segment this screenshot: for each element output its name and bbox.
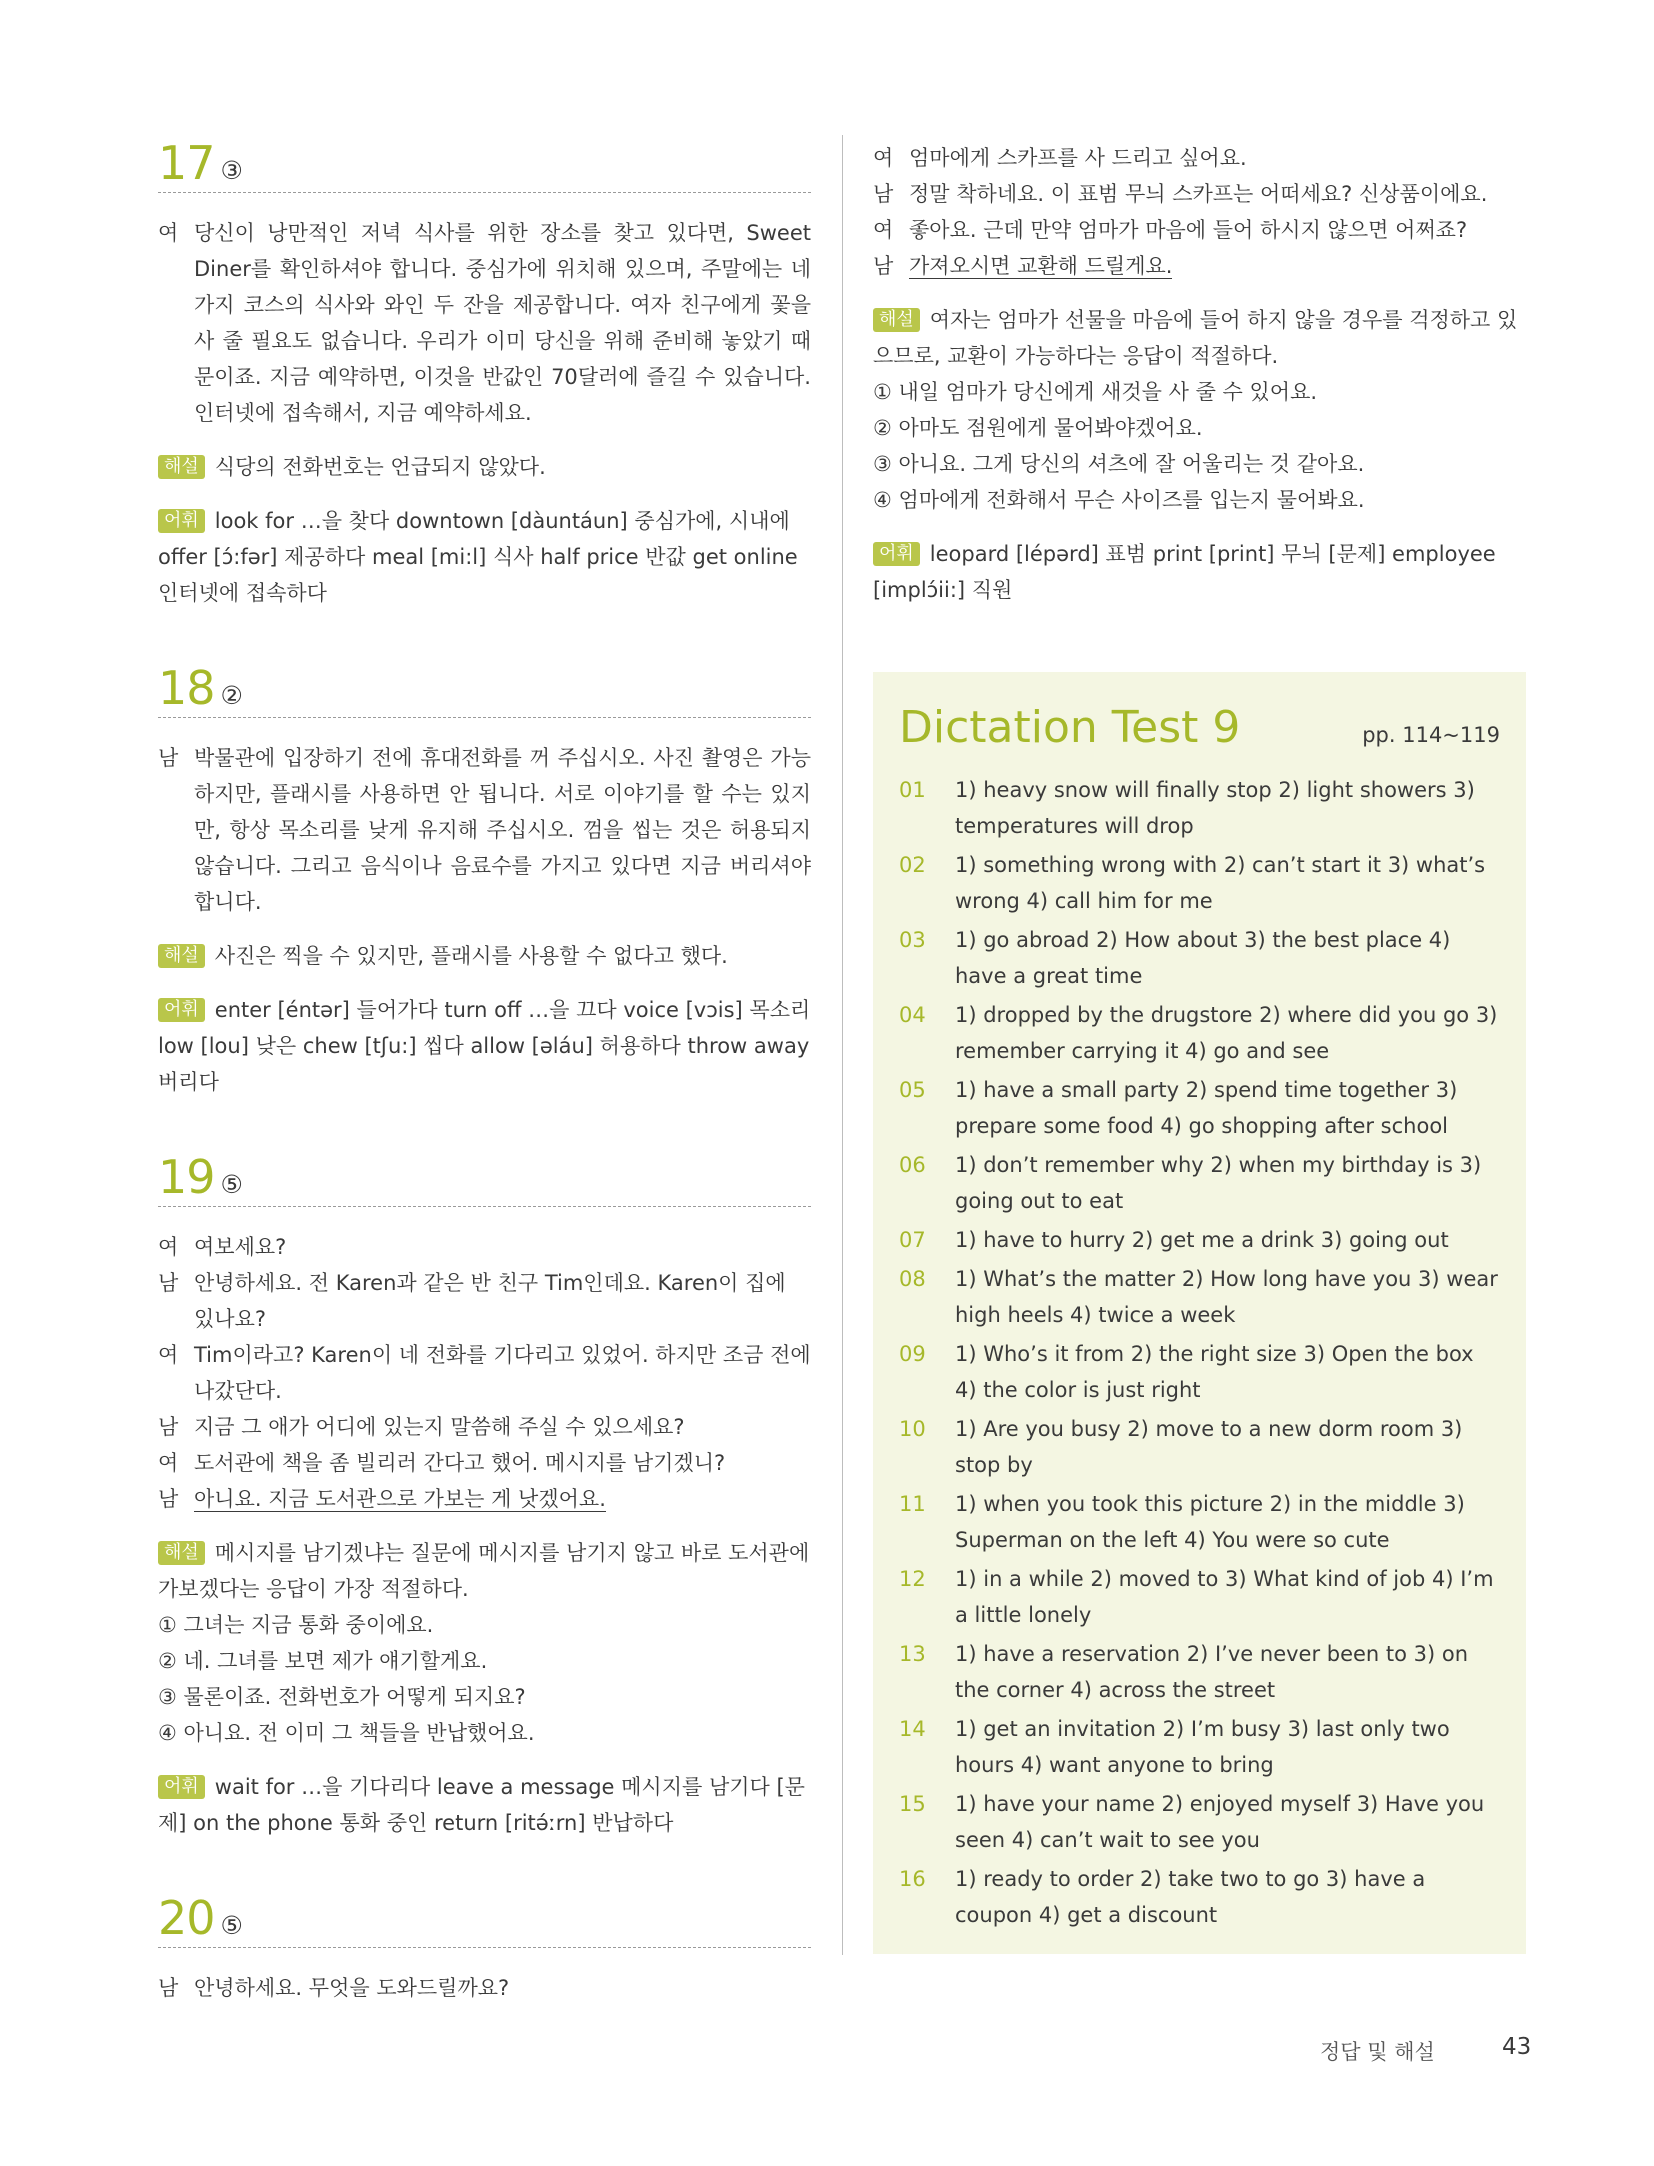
explanation-badge: 해설	[873, 308, 920, 332]
vocabulary-text: leopard [lépərd] 표범 print [print] 무늬 [문제] employee [implɔ́ii:] 직원	[873, 542, 1496, 602]
script-text: 여보세요?	[194, 1235, 287, 1259]
dictation-item	[899, 1336, 1500, 1408]
script-line	[158, 1265, 811, 1337]
speaker-label: 남	[873, 254, 894, 278]
answer-mark: ③	[220, 156, 243, 185]
dictation-item-text: 1) in a while 2) moved to 3) What kind of job 4) I’m a little lonely	[955, 1567, 1494, 1627]
script-line	[158, 1409, 811, 1445]
explanation-text: 식당의 전화번호는 언급되지 않았다.	[214, 455, 546, 479]
dictation-item	[899, 1711, 1500, 1783]
dictation-item-number: 16	[899, 1867, 926, 1891]
vocabulary-badge: 어휘	[158, 998, 205, 1022]
dictation-item-text: 1) Are you busy 2) move to a new dorm room 3) stop by	[955, 1417, 1463, 1477]
dictation-item-number: 11	[899, 1492, 926, 1516]
question-header	[158, 661, 811, 718]
speaker-label: 여	[158, 1343, 179, 1367]
answer-underlined-text: 가져오시면 교환해 드릴게요.	[909, 254, 1173, 278]
dictation-item-text: 1) when you took this picture 2) in the middle 3) Superman on the left 4) You were so cute	[955, 1492, 1465, 1552]
script-text: 도서관에 책을 좀 빌리러 간다고 했어. 메시지를 남기겠니?	[194, 1451, 726, 1475]
speaker-label: 여	[873, 146, 894, 170]
script-text: 지금 그 애가 어디에 있는지 말씀해 주실 수 있으세요?	[194, 1415, 685, 1439]
script-line	[158, 740, 811, 920]
dictation-test-box	[873, 672, 1526, 1954]
dictation-pages: pp. 114~119	[1362, 723, 1500, 747]
vocabulary-text: look for …을 찾다 downtown [dàuntáun] 중심가에, 시내에 offer [ɔ́:fər] 제공하다 meal [mi:l] 식사 half price 반값 get online 인터넷에 접속하다	[158, 509, 798, 605]
dictation-item-number: 07	[899, 1228, 926, 1252]
question-18	[158, 661, 811, 1100]
script-line	[158, 1445, 811, 1481]
script-text: 안녕하세요. 무엇을 도와드릴까요?	[194, 1976, 510, 2000]
dictation-item	[899, 847, 1500, 919]
speaker-label: 남	[158, 1415, 179, 1439]
dictation-item-number: 04	[899, 1003, 926, 1027]
speaker-label: 여	[873, 218, 894, 242]
speaker-label: 여	[158, 1235, 179, 1259]
question-number: 20	[158, 1891, 215, 1945]
script-text: 안녕하세요. 전 Karen과 같은 반 친구 Tim인데요. Karen이 집에 있나요?	[194, 1271, 786, 1331]
dictation-title: Dictation Test 9	[899, 702, 1241, 753]
dictation-item-number: 05	[899, 1078, 926, 1102]
script-text: 정말 착하네요. 이 표범 무늬 스카프는 어떠세요? 신상품이에요.	[909, 182, 1488, 206]
dictation-item	[899, 1411, 1500, 1483]
dictation-item	[899, 1561, 1500, 1633]
dictation-item-text: 1) go abroad 2) How about 3) the best place 4) have a great time	[955, 928, 1451, 988]
speaker-label: 남	[158, 746, 179, 770]
question-19	[158, 1150, 811, 1841]
vocabulary	[873, 536, 1526, 608]
option-4: ④ 엄마에게 전화해서 무슨 사이즈를 입는지 물어봐요.	[873, 488, 1365, 512]
script-text: Tim이라고? Karen이 네 전화를 기다리고 있었어. 하지만 조금 전에 나갔단다.	[194, 1343, 811, 1403]
left-column	[158, 136, 811, 2060]
option-2: ② 네. 그녀를 보면 제가 얘기할게요.	[158, 1649, 488, 1673]
script-line	[158, 1970, 811, 2006]
question-17	[158, 136, 811, 611]
dictation-item	[899, 1261, 1500, 1333]
dictation-item-text: 1) have to hurry 2) get me a drink 3) going out	[955, 1228, 1449, 1252]
vocabulary-badge: 어휘	[158, 509, 205, 533]
answer-mark: ⑤	[220, 1170, 243, 1199]
option-3: ③ 물론이죠. 전화번호가 어떻게 되지요?	[158, 1685, 526, 1709]
script-line	[873, 140, 1526, 176]
dictation-item	[899, 1786, 1500, 1858]
vocabulary	[158, 503, 811, 611]
explanation	[158, 938, 811, 974]
vocabulary-badge: 어휘	[873, 542, 920, 566]
dictation-item-text: 1) have your name 2) enjoyed myself 3) Have you seen 4) can’t wait to see you	[955, 1792, 1485, 1852]
page-number: 43	[1502, 2034, 1532, 2060]
question-20	[158, 1891, 811, 2006]
answer-underlined-text: 아니요. 지금 도서관으로 가보는 게 낫겠어요.	[194, 1487, 606, 1511]
speaker-label: 여	[158, 221, 179, 245]
explanation-text: 사진은 찍을 수 있지만, 플래시를 사용할 수 없다고 했다.	[214, 944, 728, 968]
dictation-item-text: 1) heavy snow will finally stop 2) light showers 3) temperatures will drop	[955, 778, 1475, 838]
dictation-item	[899, 1072, 1500, 1144]
question-number: 19	[158, 1150, 215, 1204]
dictation-item-text: 1) have a small party 2) spend time together 3) prepare some food 4) go shopping after school	[955, 1078, 1458, 1138]
footer-label: 정답 및 해설	[1320, 2040, 1435, 2064]
question-header	[158, 1150, 811, 1207]
script-text: 좋아요. 근데 만약 엄마가 마음에 들어 하시지 않으면 어쩌죠?	[909, 218, 1468, 242]
dictation-item	[899, 922, 1500, 994]
explanation-badge: 해설	[158, 944, 205, 968]
answer-mark: ⑤	[220, 1911, 243, 1940]
option-4: ④ 아니요. 전 이미 그 책들을 반납했어요.	[158, 1721, 535, 1745]
vocabulary-text: wait for …을 기다리다 leave a message 메시지를 남기다 [문제] on the phone 통화 중인 return [ritə́ːrn] 반납하다	[158, 1775, 805, 1835]
explanation	[158, 449, 811, 485]
column-divider	[842, 135, 843, 1955]
dictation-item-number: 09	[899, 1342, 926, 1366]
dictation-item-number: 12	[899, 1567, 926, 1591]
dictation-item-number: 14	[899, 1717, 926, 1741]
script-line	[158, 215, 811, 431]
explanation-badge: 해설	[158, 1541, 205, 1565]
script-line	[158, 1481, 811, 1517]
question-header	[158, 136, 811, 193]
dictation-item-number: 08	[899, 1267, 926, 1291]
vocabulary-text: enter [éntər] 들어가다 turn off …을 끄다 voice [vɔis] 목소리 low [lou] 낮은 chew [tʃu:] 씹다 allow [əláu] 허용하다 throw away 버리다	[158, 998, 811, 1094]
dictation-item-text: 1) something wrong with 2) can’t start it 3) what’s wrong 4) call him for me	[955, 853, 1486, 913]
dictation-header	[899, 702, 1500, 753]
dictation-item	[899, 1861, 1500, 1933]
answer-mark: ②	[220, 681, 243, 710]
dictation-item-number: 10	[899, 1417, 926, 1441]
script-text: 박물관에 입장하기 전에 휴대전화를 꺼 주십시오. 사진 촬영은 가능하지만, 플래시를 사용하면 안 됩니다. 서로 이야기를 할 수는 있지만, 항상 목소리를 낮게 유지해 주십시오. 껌을 씹는 것은 허용되지 않습니다. 그리고 음식이나 음료수를 가지고 있다면 지금 버리셔야 합니다.	[194, 746, 811, 914]
speaker-label: 남	[158, 1487, 179, 1511]
dictation-item-number: 01	[899, 778, 926, 802]
dictation-item-text: 1) Who’s it from 2) the right size 3) Open the box 4) the color is just right	[955, 1342, 1474, 1402]
dictation-item	[899, 772, 1500, 844]
dictation-item	[899, 1147, 1500, 1219]
dictation-item	[899, 1486, 1500, 1558]
dictation-item-number: 02	[899, 853, 926, 877]
script-text: 엄마에게 스카프를 사 드리고 싶어요.	[909, 146, 1247, 170]
question-number: 18	[158, 661, 215, 715]
speaker-label: 남	[158, 1976, 179, 2000]
option-1: ① 내일 엄마가 당신에게 새것을 사 줄 수 있어요.	[873, 380, 1318, 404]
explanation	[158, 1535, 811, 1607]
option-3: ③ 아니요. 그게 당신의 셔츠에 잘 어울리는 것 같아요.	[873, 452, 1365, 476]
question-header	[158, 1891, 811, 1948]
explanation-text: 메시지를 남기겠냐는 질문에 메시지를 남기지 않고 바로 도서관에 가보겠다는 응답이 가장 적절하다.	[158, 1541, 810, 1601]
speaker-label: 남	[158, 1271, 179, 1295]
explanation-text: 여자는 엄마가 선물을 마음에 들어 하지 않을 경우를 걱정하고 있으므로, 교환이 가능하다는 응답이 적절하다.	[873, 308, 1518, 368]
option-1: ① 그녀는 지금 통화 중이에요.	[158, 1613, 434, 1637]
dictation-item-text: 1) What’s the matter 2) How long have you 3) wear high heels 4) twice a week	[955, 1267, 1498, 1327]
question-number: 17	[158, 136, 215, 190]
script-line	[873, 212, 1526, 248]
script-line	[873, 176, 1526, 212]
dictation-item-number: 03	[899, 928, 926, 952]
dictation-item-text: 1) get an invitation 2) I’m busy 3) last only two hours 4) want anyone to bring	[955, 1717, 1450, 1777]
explanation	[873, 302, 1526, 374]
speaker-label: 여	[158, 1451, 179, 1475]
dictation-item-number: 13	[899, 1642, 926, 1666]
vocabulary-badge: 어휘	[158, 1775, 205, 1799]
dictation-item-text: 1) ready to order 2) take two to go 3) have a coupon 4) get a discount	[955, 1867, 1426, 1927]
speaker-label: 남	[873, 182, 894, 206]
dictation-item-number: 06	[899, 1153, 926, 1177]
vocabulary	[158, 992, 811, 1100]
dictation-item	[899, 1636, 1500, 1708]
vocabulary	[158, 1769, 811, 1841]
dictation-item-text: 1) dropped by the drugstore 2) where did you go 3) remember carrying it 4) go and see	[955, 1003, 1498, 1063]
dictation-item-text: 1) have a reservation 2) I’ve never been to 3) on the corner 4) across the street	[955, 1642, 1469, 1702]
script-line	[873, 248, 1526, 284]
dictation-item-text: 1) don’t remember why 2) when my birthday is 3) going out to eat	[955, 1153, 1482, 1213]
right-column	[873, 140, 1526, 1954]
script-line	[158, 1229, 811, 1265]
explanation-badge: 해설	[158, 455, 205, 479]
dictation-item-number: 15	[899, 1792, 926, 1816]
option-2: ② 아마도 점원에게 물어봐야겠어요.	[873, 416, 1203, 440]
script-line	[158, 1337, 811, 1409]
dictation-item	[899, 1222, 1500, 1258]
dictation-item	[899, 997, 1500, 1069]
script-text: 당신이 낭만적인 저녁 식사를 위한 장소를 찾고 있다면, Sweet Diner를 확인하셔야 합니다. 중심가에 위치해 있으며, 주말에는 네 가지 코스의 식사와 와인 두 잔을 제공합니다. 여자 친구에게 꽃을 사 줄 필요도 없습니다. 우리가 이미 당신을 위해 준비해 놓았기 때문이죠. 지금 예약하면, 이것을 반값인 70달러에 즐길 수 있습니다. 인터넷에 접속해서, 지금 예약하세요.	[194, 221, 811, 425]
